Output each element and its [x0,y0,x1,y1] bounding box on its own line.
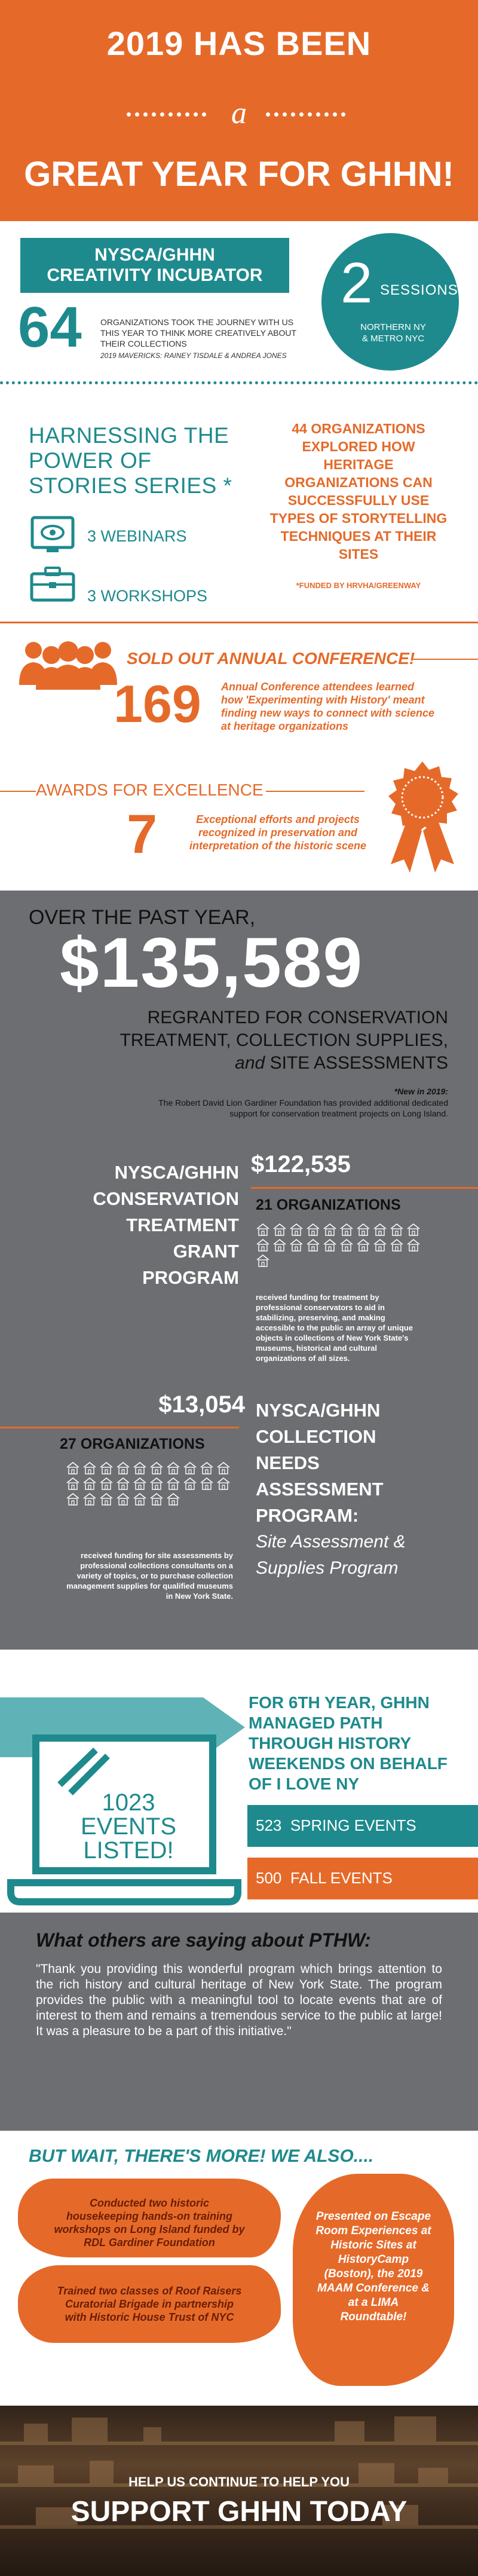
incubator-title-line1: NYSCA/GHHN [94,245,215,265]
incubator-desc: ORGANIZATIONS TOOK THE JOURNEY WITH US THIS YEAR TO THINK MORE CREATIVELY ABOUT THEIR COLLECTIONS [100,317,296,348]
house-icon [149,1492,164,1506]
regrant-line3-rest: SITE ASSESSMENTS [269,1053,448,1073]
cna-amount: $13,054 [158,1391,245,1418]
house-icon [133,1477,147,1490]
footer-section [0,2406,478,2576]
house-icon [256,1254,270,1267]
webinars-label: 3 WEBINARS [87,527,187,545]
house-icon [406,1238,421,1252]
conference-desc: Annual Conference attendees learned how 'Experimenting with History' meant finding new ways to connect with science at heritage organizations [221,681,435,732]
awards-number: 7 [127,804,158,865]
quote-text: "Thank you providing this wonderful program which brings attention to the rich history and cultural heritage of New York State. The program provides the public with a meaningful tool to locate events that are of interest to them and remains a tremendous service to the public at large! It was a pleasure to be a part of this initiative." [36,1962,442,2038]
blob-1-text: Conducted two historic housekeeping hands-on training workshops on Long Island funded by RDL Gardiner Foundation [54,2197,245,2248]
house-icon [66,1477,80,1490]
cna-title-2: COLLECTION [256,1426,376,1447]
quote-section [0,1913,478,2131]
ctg-title-3: TREATMENT [126,1214,239,1235]
awards-line-right [266,791,364,792]
regrant-section [0,891,478,1650]
header-connector: a [231,96,247,130]
regrant-over: OVER THE PAST YEAR, [29,906,256,929]
events-line2: EVENTS [80,1813,177,1840]
house-icon [289,1238,304,1252]
house-icon [82,1461,97,1474]
awards-desc: Exceptional efforts and projects recognized in preservation and interpretation of the historic scene [189,813,367,852]
stories-section [0,388,478,610]
incubator-section [0,221,478,388]
ctg-houses [256,1223,435,1267]
awards-line-left [0,791,36,792]
header-section [0,0,478,221]
house-icon [149,1461,164,1474]
house-icon [183,1461,197,1474]
footer-line1: HELP US CONTINUE TO HELP YOU [128,2474,350,2489]
house-icon [390,1223,404,1236]
house-icon [306,1223,320,1236]
house-icon [82,1477,97,1490]
house-icon [133,1492,147,1506]
people-icon [16,637,121,690]
ctg-orgs: 21 ORGANIZATIONS [256,1197,401,1213]
ctg-title-2: CONSERVATION [93,1188,239,1209]
house-icon [216,1477,231,1490]
fall-events: 500 FALL EVENTS [247,1858,478,1899]
house-icon [216,1461,231,1474]
dotted-divider [0,381,478,384]
workshops-label: 3 WORKSHOPS [87,587,208,605]
house-icon [289,1223,304,1236]
events-number: 1023 [102,1789,155,1816]
house-icon [356,1238,370,1252]
cna-houses [66,1461,245,1506]
pthw-text: FOR 6TH YEAR, GHHN MANAGED PATH THROUGH HISTORY WEEKENDS ON BEHALF OF I LOVE NY [249,1693,448,1793]
cna-title-1: NYSCA/GHHN [256,1400,381,1421]
header-line2: GREAT YEAR FOR GHHN! [24,155,454,194]
cna-orgs: 27 ORGANIZATIONS [60,1436,205,1452]
stories-funded: *FUNDED BY HRVHA/GREENWAY [296,581,421,590]
sessions-label: SESSIONS [380,282,458,298]
house-icon [149,1477,164,1490]
ctg-desc: received funding for treatment by professional conservators to aid in stabilizing, preserving, and making accessible to the public an array of unique objects in collections of New York State's museums, historical and cultural organizations of all sizes. [256,1293,413,1363]
house-icon [373,1223,387,1236]
blob-1 [18,2179,281,2257]
header-dots-left [127,112,206,117]
regrant-line3 [102,1053,448,1073]
cna-title-3: NEEDS [256,1452,320,1473]
stories-desc: 44 ORGANIZATIONS EXPLORED HOW HERITAGE ORGANIZATIONS CAN SUCCESSFULLY USE TYPES OF STORYTELLING TECHNIQUES AT THEIR SITES [269,421,448,562]
webinar-icon [29,514,76,556]
footer-line2[interactable]: SUPPORT GHHN TODAY [71,2496,407,2528]
house-icon [390,1238,404,1252]
house-icon [373,1238,387,1252]
shelves-image [0,2406,478,2576]
incubator-number: 64 [18,295,82,359]
house-icon [116,1461,130,1474]
spring-events: 523 SPRING EVENTS [247,1805,478,1847]
cna-subtitle-1: Site Assessment & [256,1532,406,1552]
incubator-title-box [20,238,289,293]
house-icon [356,1223,370,1236]
cna-title-5: PROGRAM: [256,1505,359,1526]
conference-section [0,610,478,891]
regrant-line3-and: and [235,1053,265,1073]
house-icon [166,1477,180,1490]
house-icon [166,1492,180,1506]
ctg-title-5: PROGRAM [142,1267,239,1288]
header-line1: 2019 HAS BEEN [106,25,372,62]
ctg-title-1: NYSCA/GHHN [114,1162,239,1183]
house-icon [200,1477,214,1490]
blob-2-text: Trained two classes of Roof Raisers Curatorial Brigade in partnership with Historic House Trust of NYC [57,2285,242,2323]
pthw-section [0,1650,478,1913]
top-line [0,622,478,623]
house-icon [82,1492,97,1506]
ctg-title-4: GRANT [173,1241,239,1262]
incubator-title-line2: CREATIVITY INCUBATOR [47,265,263,285]
house-icon [256,1238,270,1252]
header-dots-right [266,112,345,117]
award-ribbon-icon [378,759,467,873]
house-icon [99,1461,114,1474]
house-icon [272,1223,287,1236]
more-title: BUT WAIT, THERE'S MORE! WE ALSO.... [29,2146,374,2166]
blob-2 [18,2265,281,2343]
house-icon [339,1223,354,1236]
house-icon [66,1461,80,1474]
stories-title: HARNESSING THE POWER OF STORIES SERIES * [29,423,232,498]
conference-title [127,649,415,668]
incubator-mavericks: 2019 MAVERICKS: RAINEY TISDALE & ANDREA JONES [100,351,287,360]
regrant-new-label: *New in 2019: [394,1087,448,1096]
house-icon [99,1492,114,1506]
conference-title-text: SOLD OUT ANNUAL CONFERENCE! [127,649,415,668]
workshop-icon [29,565,76,604]
ctg-underline [251,1187,478,1189]
sessions-circle [321,233,459,371]
house-icon [66,1492,80,1506]
house-icon [116,1477,130,1490]
house-icon [272,1238,287,1252]
ctg-amount: $122,535 [251,1151,351,1177]
events-line3: LISTED! [83,1837,174,1864]
house-icon [256,1223,270,1236]
events-listed [42,1791,215,1862]
house-icon [116,1492,130,1506]
sessions-number: 2 [341,251,373,315]
blob-3 [293,2174,454,2386]
house-icon [306,1238,320,1252]
sessions-location: NORTHERN NY & METRO NYC [360,322,426,344]
regrant-line1: REGRANTED FOR CONSERVATION [147,1008,448,1027]
house-icon [323,1223,337,1236]
awards-title: AWARDS FOR EXCELLENCE [36,781,263,799]
house-icon [183,1477,197,1490]
house-icon [99,1477,114,1490]
house-icon [323,1238,337,1252]
cna-subtitle-2: Supplies Program [256,1558,399,1578]
regrant-line2: TREATMENT, COLLECTION SUPPLIES, [120,1030,448,1050]
house-icon [200,1461,214,1474]
more-section [0,2131,478,2406]
cna-title-4: ASSESSMENT [256,1479,384,1500]
cna-underline [0,1427,239,1428]
regrant-amount: $135,589 [60,923,364,1002]
blob-3-text: Presented on Escape Room Experiences at Historic Sites at HistoryCamp (Boston), the 2019 MAAM Conference & at a LIMA Roundtable! [315,2210,431,2323]
house-icon [133,1461,147,1474]
regrant-new-text: The Robert David Lion Gardiner Foundation has provided additional dedicated support for conservation treatment projects on Long Island. [158,1098,448,1118]
conference-number: 169 [114,674,201,733]
house-icon [166,1461,180,1474]
quote-title: What others are saying about PTHW: [36,1929,371,1951]
cna-desc: received funding for site assessments by professional collections consultants on a variety of topics, or to purchase collection management supplies for qualified museums in New York State. [66,1551,233,1601]
cna-title [256,1397,459,1581]
house-icon [406,1223,421,1236]
ctg-title [54,1159,239,1291]
house-icon [339,1238,354,1252]
conference-title-line [412,659,478,660]
